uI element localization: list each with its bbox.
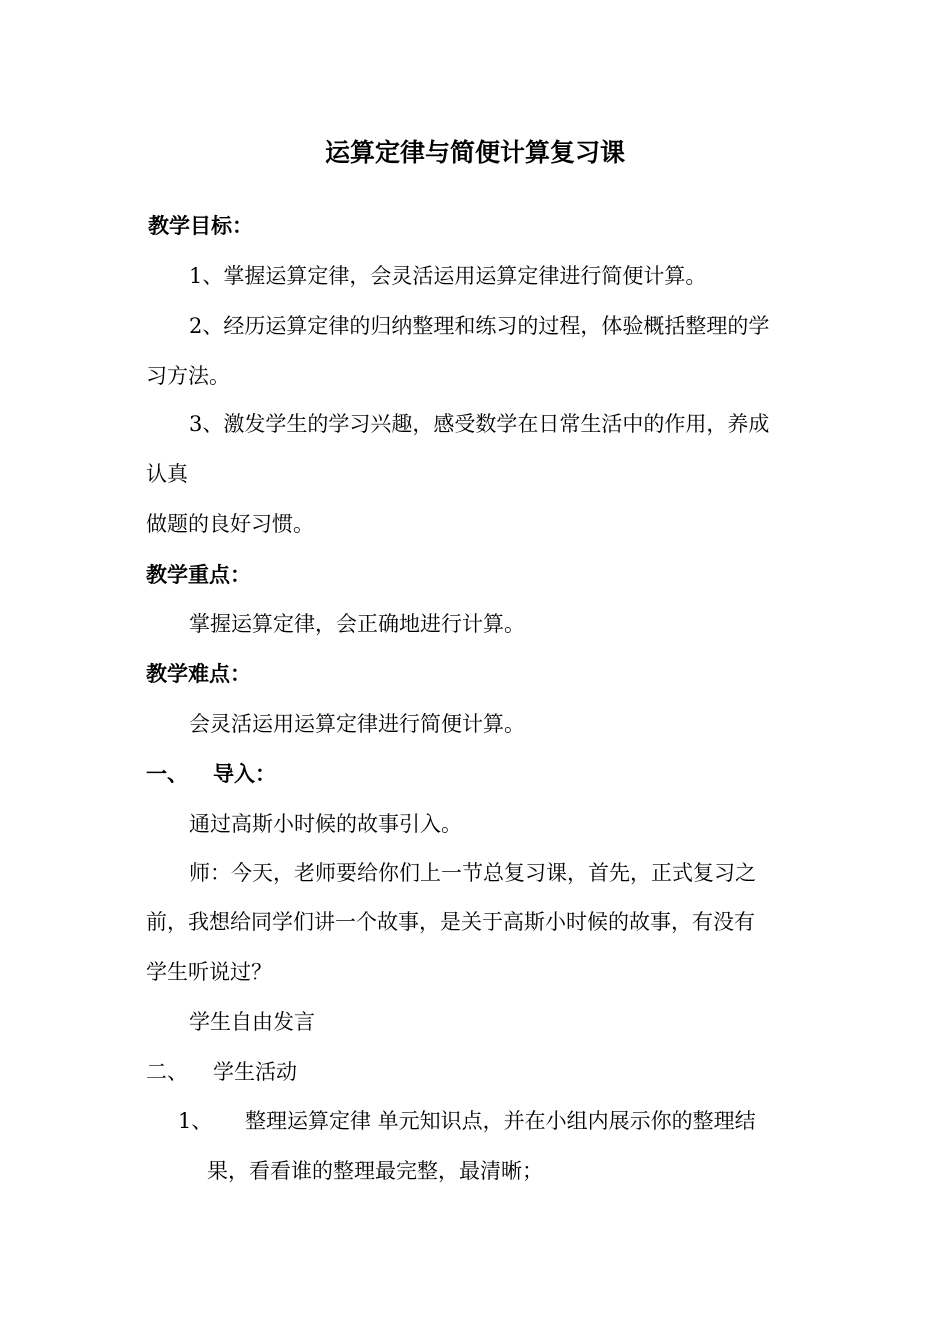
objective-item-1: 1、掌握运算定律，会灵活运用运算定律进行简便计算。: [189, 264, 707, 288]
objective-item-3-line-1: 3、激发学生的学习兴趣，感受数学在日常生活中的作用，养成: [189, 412, 770, 436]
section-1-heading: 导入：: [213, 761, 276, 786]
section-2-item-1-line-2: 果，看看谁的整理最完整，最清晰；: [207, 1159, 543, 1183]
objective-item-3-line-3: 做题的良好习惯。: [146, 512, 314, 536]
section-1-paragraph-line-2: 前，我想给同学们讲一个故事，是关于高斯小时候的故事，有没有: [146, 910, 755, 934]
objectives-heading: 教学目标：: [148, 213, 253, 238]
section-2-item-1-line-1: 整理运算定律 单元知识点，并在小组内展示你的整理结: [245, 1109, 756, 1133]
difficulties-heading: 教学难点：: [146, 661, 251, 686]
section-2-number: 二、: [146, 1060, 188, 1084]
objective-item-2-line-2: 习方法。: [146, 364, 230, 388]
section-1-number: 一、: [146, 761, 188, 786]
page-title: 运算定律与简便计算复习课: [324, 138, 625, 167]
section-1-paragraph-line-1: 师：今天，老师要给你们上一节总复习课，首先，正式复习之: [189, 861, 756, 885]
difficulties-text: 会灵活运用运算定律进行简便计算。: [189, 712, 525, 736]
objective-item-2-line-1: 2、经历运算定律的归纳整理和练习的过程，体验概括整理的学: [189, 314, 770, 338]
section-1-paragraph-line-3: 学生听说过？: [146, 960, 272, 984]
section-2-item-1-number: 1、: [178, 1109, 213, 1133]
key-points-text: 掌握运算定律，会正确地进行计算。: [189, 612, 525, 636]
key-points-heading: 教学重点：: [146, 562, 251, 587]
section-1-line-1: 通过高斯小时候的故事引入。: [189, 812, 462, 836]
section-1-line-2: 学生自由发言: [189, 1010, 315, 1034]
objective-item-3-line-2: 认真: [146, 462, 188, 486]
section-2-heading: 学生活动: [213, 1060, 297, 1084]
